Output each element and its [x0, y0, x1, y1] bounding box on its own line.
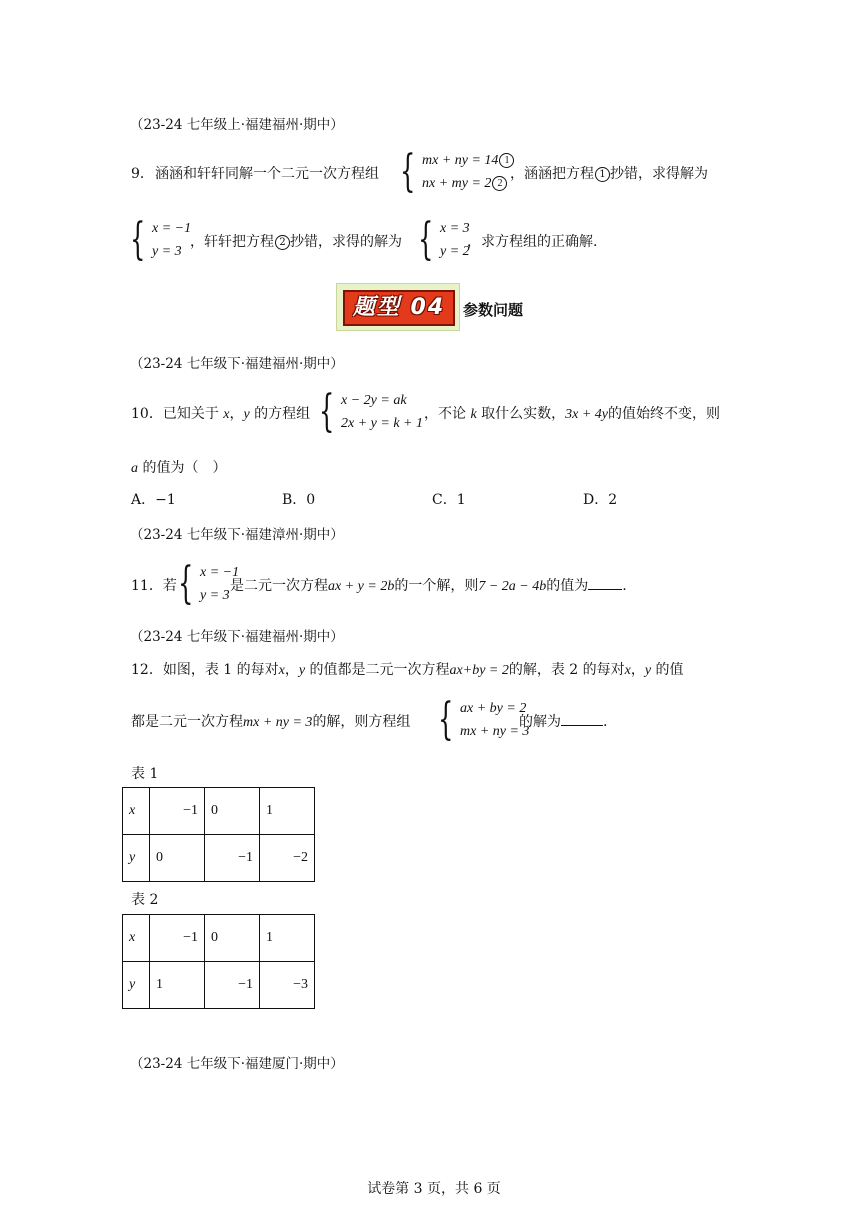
answer-blank[interactable]: [561, 725, 603, 726]
q10-line1b: ，不论 k 取什么实数，3x + 4y的值始终不变，则: [424, 406, 720, 422]
q9-number: 9．: [131, 166, 154, 182]
q9-text-d: ，求方程组的正确解.: [467, 234, 598, 250]
answer-blank[interactable]: [588, 589, 622, 590]
page-footer: 试卷第 3 页，共 6 页: [367, 1181, 501, 1197]
q10-line1: 10．已知关于 x，y 的方程组: [131, 406, 311, 422]
circled-number: 2: [275, 235, 290, 250]
q13-source: （23-24 七年级下·福建厦门·期中）: [130, 1056, 344, 1072]
q12-line2a: 都是二元一次方程mx + ny = 3的解，则方程组: [131, 714, 411, 730]
q12-system: { ax + by = 2 mx + ny = 3: [438, 694, 530, 745]
q11-source: （23-24 七年级下·福建漳州·期中）: [130, 527, 344, 543]
q9-text-c: ，轩轩把方程 2 抄错，求得的解为: [190, 234, 402, 250]
q11-line-rest: 是二元一次方程ax + y = 2b的一个解，则7 − 2a − 4b的值为 .: [230, 578, 627, 594]
table2-caption: 表 2: [131, 892, 159, 908]
circled-number: 1: [595, 167, 610, 182]
circled-number: 2: [492, 176, 507, 191]
q9-solution2: { x = 3 y = 2: [418, 214, 470, 265]
section-badge-label: 题型 04: [343, 290, 455, 326]
q10-option-c: C．1: [432, 492, 466, 508]
q10-option-d: D．2: [583, 492, 618, 508]
table-row: y 0 −1 −2: [123, 835, 315, 882]
section-title: 参数问题: [463, 301, 524, 319]
table-row: x −1 0 1: [123, 788, 315, 835]
q12-line2b: 的解为 .: [519, 714, 608, 730]
q9-text-b: ，涵涵把方程 1 抄错，求得解为: [510, 166, 708, 182]
q12-line1: 12．如图，表 1 的每对x，y 的值都是二元一次方程ax+by = 2的解，表 2 的每对x，y 的值: [131, 662, 684, 678]
q10-option-a: A．−1: [131, 492, 176, 508]
table1-caption: 表 1: [131, 766, 159, 782]
section-badge: [336, 283, 460, 331]
q9-system: { mx + ny = 14 1 nx + my = 2 2: [400, 149, 514, 195]
table-row: y 1 −1 −3: [123, 962, 315, 1009]
q9-source: （23-24 七年级上·福建福州·期中）: [130, 117, 344, 133]
q9-eq2: nx + my = 2: [422, 176, 492, 191]
q10-option-b: B．0: [282, 492, 316, 508]
q9-solution1: { x = −1 y = 3: [130, 214, 192, 265]
table1: [122, 787, 315, 882]
q12-source: （23-24 七年级下·福建福州·期中）: [130, 629, 344, 645]
q9-eq1: mx + ny = 14: [422, 153, 499, 168]
circled-number: 1: [499, 153, 514, 168]
table2: [122, 914, 315, 1009]
table-row: x −1 0 1: [123, 915, 315, 962]
q9-text: 涵涵和轩轩同解一个二元一次方程组: [155, 166, 379, 182]
q10-system: { x − 2y = ak 2x + y = k + 1: [319, 386, 423, 437]
q10-source: （23-24 七年级下·福建福州·期中）: [130, 356, 344, 372]
q11-solution: { x = −1 y = 3: [178, 558, 240, 609]
q10-line2: a 的值为（ ）: [131, 460, 227, 476]
q11-line-start: 11．若: [131, 578, 177, 594]
